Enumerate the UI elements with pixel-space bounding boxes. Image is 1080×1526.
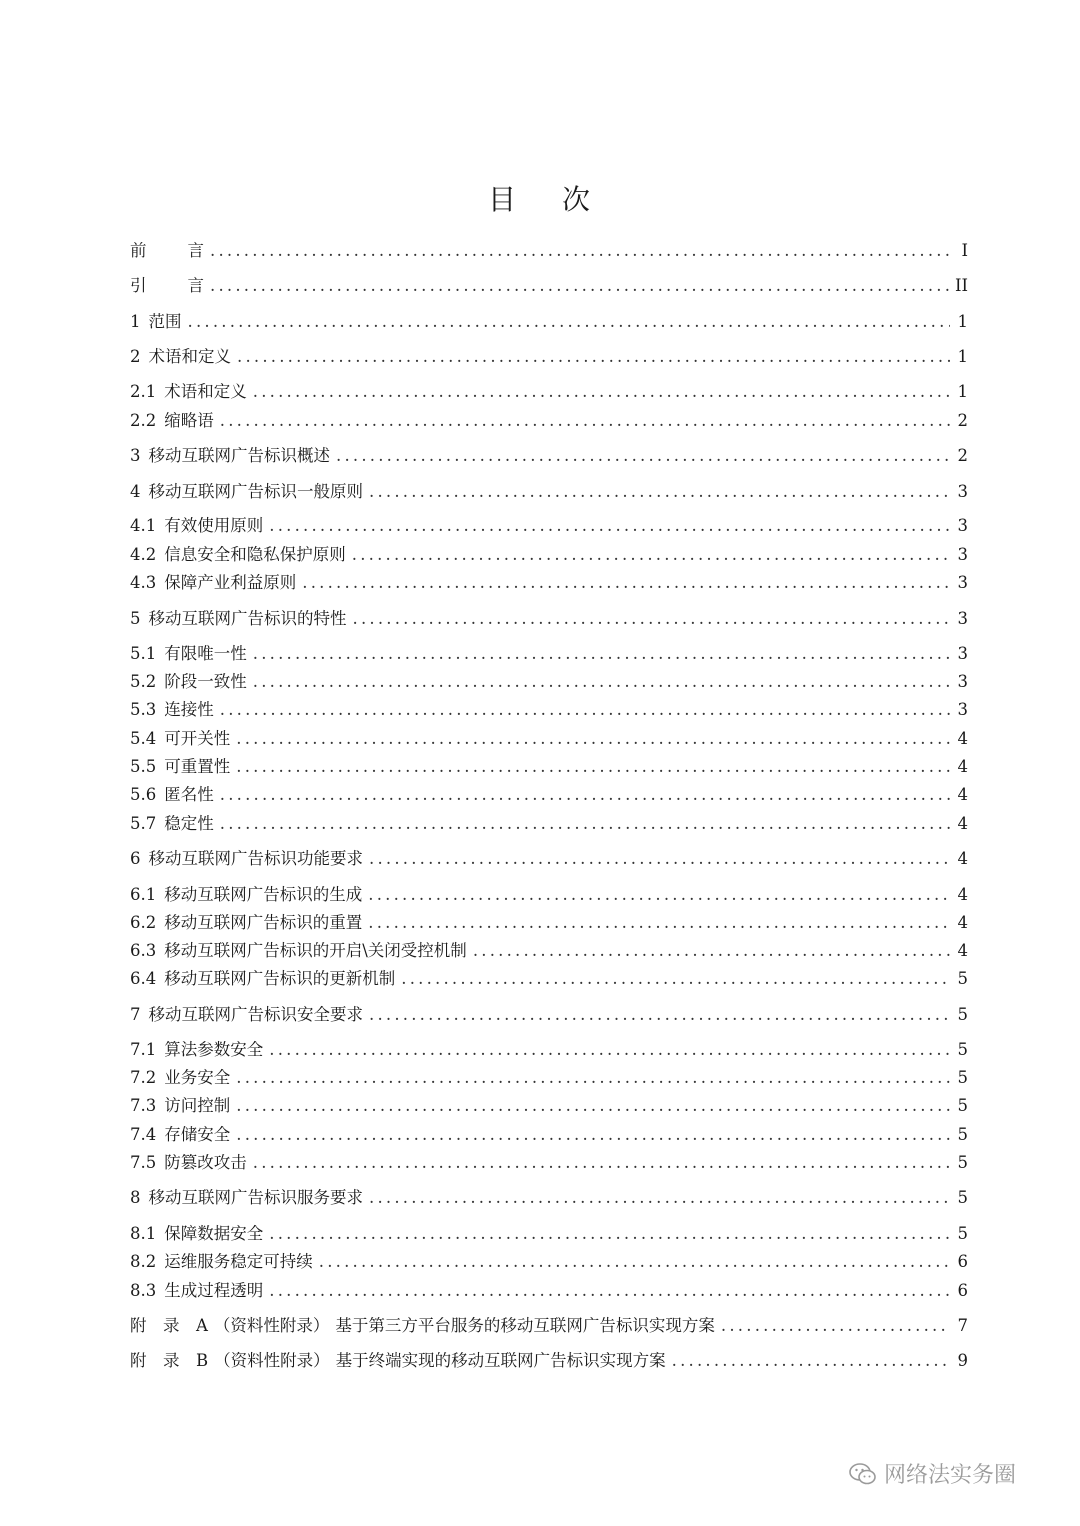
toc-appendix-note: （资料性附录） bbox=[213, 1316, 330, 1335]
toc-entry-text: 移动互联网广告标识一般原则 bbox=[148, 482, 363, 501]
toc-leader-dots bbox=[353, 607, 951, 631]
toc-appendix-prefix: 附 录 A bbox=[130, 1316, 208, 1335]
toc-entry-label bbox=[130, 642, 247, 666]
toc-entry-number: 7.4 bbox=[130, 1125, 157, 1144]
toc-entry-page: 5 bbox=[957, 1040, 968, 1059]
toc-entry-page: 4 bbox=[957, 849, 968, 868]
toc-entry-number: 4.1 bbox=[130, 516, 157, 535]
toc-entry-label bbox=[130, 409, 214, 433]
toc-entry-number: 4.3 bbox=[130, 573, 157, 592]
toc-entry-page: I bbox=[961, 241, 968, 260]
toc-leader-dots bbox=[237, 345, 950, 369]
toc-entry-page: II bbox=[954, 276, 968, 295]
toc-entry-text: 术语和定义 bbox=[164, 382, 247, 401]
toc-leader-dots bbox=[220, 409, 950, 433]
toc-entry-page: 4 bbox=[957, 885, 968, 904]
toc-entry[interactable] bbox=[130, 310, 968, 334]
toc-entry[interactable] bbox=[130, 1151, 968, 1175]
toc-entry-number: 8.3 bbox=[130, 1281, 157, 1300]
toc-entry-label bbox=[130, 514, 263, 538]
toc-entry-label bbox=[130, 847, 363, 871]
toc-entry-number: 2 bbox=[130, 347, 141, 366]
toc-entry-number: 3 bbox=[130, 446, 141, 465]
toc-appendix-note: （资料性附录） bbox=[214, 1351, 330, 1370]
toc-appendix-prefix: 附 录 B bbox=[130, 1351, 209, 1370]
title-part-1: 目 bbox=[487, 183, 518, 216]
toc-leader-dots bbox=[369, 480, 950, 504]
toc-leader-dots bbox=[236, 755, 950, 779]
toc-leader-dots bbox=[253, 642, 950, 666]
toc-entry-label bbox=[130, 274, 204, 298]
toc-entry-label bbox=[130, 239, 204, 263]
toc-entry-text: 移动互联网广告标识功能要求 bbox=[148, 849, 363, 868]
toc-entry-number: 5.1 bbox=[130, 644, 157, 663]
toc-leader-dots bbox=[369, 1003, 950, 1027]
toc-entry-number: 7.1 bbox=[130, 1040, 157, 1059]
toc-leader-dots bbox=[352, 543, 950, 567]
toc-entry-number: 4.2 bbox=[130, 545, 157, 564]
toc-entry-page: 6 bbox=[957, 1252, 968, 1271]
toc-appendix-page: 7 bbox=[957, 1316, 968, 1335]
toc-entry[interactable] bbox=[130, 1003, 968, 1027]
toc-entry-label bbox=[130, 543, 346, 567]
toc-entry-text: 有限唯一性 bbox=[164, 644, 247, 663]
toc-entry[interactable] bbox=[130, 444, 968, 468]
toc-entry-text: 可重置性 bbox=[164, 757, 231, 776]
toc-entry[interactable] bbox=[130, 939, 968, 963]
toc-entry[interactable] bbox=[130, 727, 968, 751]
toc-appendix-text: 基于终端实现的移动互联网广告标识实现方案 bbox=[335, 1351, 666, 1370]
toc-leader-dots bbox=[253, 670, 950, 694]
toc-entry-text: 范围 bbox=[148, 312, 182, 331]
toc-entry-number: 6.1 bbox=[130, 885, 157, 904]
toc-leader-dots bbox=[473, 939, 950, 963]
toc-leader-dots bbox=[236, 1123, 950, 1147]
toc-entry-page: 4 bbox=[957, 814, 968, 833]
toc-entry-number: 7.3 bbox=[130, 1096, 157, 1115]
toc-appendix-page: 9 bbox=[957, 1351, 968, 1370]
toc-leader-dots bbox=[210, 239, 950, 263]
toc-entry-label bbox=[130, 1066, 230, 1090]
toc-entry-text: 保障数据安全 bbox=[164, 1224, 264, 1243]
toc-entry-text: 缩略语 bbox=[164, 411, 214, 430]
toc-entry-page: 5 bbox=[957, 1068, 968, 1087]
toc-leader-dots bbox=[210, 274, 949, 298]
toc-entry[interactable] bbox=[130, 1279, 968, 1303]
toc-entry-number: 6.2 bbox=[130, 913, 157, 932]
toc-entry[interactable] bbox=[130, 409, 968, 433]
toc-entry[interactable] bbox=[130, 1094, 968, 1118]
toc-entry-number: 5.4 bbox=[130, 729, 157, 748]
toc-leader-dots bbox=[269, 1038, 950, 1062]
toc-entry[interactable] bbox=[130, 911, 968, 935]
toc-entry-page: 1 bbox=[957, 312, 968, 331]
toc-entry-label bbox=[130, 345, 231, 369]
toc-entry-page: 3 bbox=[957, 482, 968, 501]
toc-entry-number: 5 bbox=[130, 609, 141, 628]
toc-entry-number: 2.2 bbox=[130, 411, 157, 430]
toc-entry-text: 可开关性 bbox=[164, 729, 231, 748]
toc-entry-page: 5 bbox=[957, 1224, 968, 1243]
toc-entry-page: 6 bbox=[957, 1281, 968, 1300]
toc-entry-number: 5.3 bbox=[130, 700, 157, 719]
toc-entry-text: 信息安全和隐私保护原则 bbox=[164, 545, 346, 564]
toc-entry-text: 阶段一致性 bbox=[164, 672, 247, 691]
toc-entry-label bbox=[130, 480, 363, 504]
toc-entry-page: 4 bbox=[957, 729, 968, 748]
toc-appendix-text: 基于第三方平台服务的移动互联网广告标识实现方案 bbox=[335, 1316, 715, 1335]
toc-entry-page: 4 bbox=[957, 757, 968, 776]
toc-entry-page: 5 bbox=[957, 1153, 968, 1172]
toc-entry-page: 3 bbox=[957, 700, 968, 719]
toc-entry-number: 5.6 bbox=[130, 785, 157, 804]
toc-entry-number: 8.2 bbox=[130, 1252, 157, 1271]
toc-appendix-entry[interactable] bbox=[130, 1349, 968, 1373]
toc-entry-number: 7.5 bbox=[130, 1153, 157, 1172]
toc-entry-label bbox=[130, 939, 467, 963]
toc-entry-page: 5 bbox=[957, 1005, 968, 1024]
toc-entry-text: 言 bbox=[187, 241, 204, 260]
toc-entry-text: 访问控制 bbox=[164, 1096, 231, 1115]
toc-entry[interactable] bbox=[130, 239, 968, 263]
toc-entry-number: 5.5 bbox=[130, 757, 157, 776]
toc-entry-number: 6.4 bbox=[130, 969, 157, 988]
toc-leader-dots bbox=[369, 1186, 950, 1210]
toc-entry[interactable] bbox=[130, 571, 968, 595]
toc-entry-label bbox=[130, 1222, 263, 1246]
toc-entry-page: 1 bbox=[957, 347, 968, 366]
toc-entry-text: 术语和定义 bbox=[148, 347, 231, 366]
toc-entry-page: 3 bbox=[957, 609, 968, 628]
toc-leader-dots bbox=[269, 514, 950, 538]
toc-entry-text: 存储安全 bbox=[164, 1125, 231, 1144]
toc-entry-text: 生成过程透明 bbox=[164, 1281, 264, 1300]
toc-entry[interactable] bbox=[130, 1222, 968, 1246]
toc-entry[interactable] bbox=[130, 967, 968, 991]
toc-entry[interactable] bbox=[130, 514, 968, 538]
toc-entry-label bbox=[130, 1279, 263, 1303]
toc-leader-dots bbox=[220, 812, 950, 836]
wechat-icon bbox=[848, 1461, 878, 1487]
toc-entry-text: 移动互联网广告标识的生成 bbox=[164, 885, 363, 904]
toc-entry[interactable] bbox=[130, 274, 968, 298]
toc-entry-text: 移动互联网广告标识的特性 bbox=[148, 609, 347, 628]
toc-entry-text: 移动互联网广告标识的开启\关闭受控机制 bbox=[164, 941, 467, 960]
toc-leader-dots bbox=[253, 380, 950, 404]
watermark bbox=[848, 1458, 1016, 1489]
toc-appendix-entry[interactable] bbox=[130, 1314, 968, 1338]
toc-entry-page: 3 bbox=[957, 516, 968, 535]
toc-entry-text: 算法参数安全 bbox=[164, 1040, 264, 1059]
toc-entry-number: 8 bbox=[130, 1188, 141, 1207]
toc-leader-dots bbox=[220, 698, 950, 722]
toc-entry-page: 4 bbox=[957, 941, 968, 960]
toc-entry[interactable] bbox=[130, 698, 968, 722]
toc-entry-label bbox=[130, 571, 296, 595]
toc-entry[interactable] bbox=[130, 847, 968, 871]
toc-leader-dots bbox=[319, 1250, 950, 1274]
toc-entry-number: 7.2 bbox=[130, 1068, 157, 1087]
toc-entry[interactable] bbox=[130, 783, 968, 807]
toc-entry-label bbox=[130, 1186, 363, 1210]
toc-entry-text: 连接性 bbox=[164, 700, 214, 719]
toc-entry-label bbox=[130, 783, 214, 807]
toc-leader-dots bbox=[721, 1314, 950, 1338]
toc-entry[interactable] bbox=[130, 642, 968, 666]
toc-entry-label bbox=[130, 670, 247, 694]
toc-leader-dots bbox=[188, 310, 951, 334]
toc-entry[interactable] bbox=[130, 607, 968, 631]
toc-entry-page: 5 bbox=[957, 969, 968, 988]
toc-entry[interactable] bbox=[130, 883, 968, 907]
toc-entry-number: 2.1 bbox=[130, 382, 157, 401]
toc-entry-text: 保障产业利益原则 bbox=[164, 573, 297, 592]
watermark-text: 网络法实务圈 bbox=[884, 1463, 1017, 1488]
toc-entry-text: 移动互联网广告标识服务要求 bbox=[148, 1188, 363, 1207]
toc-entry-label bbox=[130, 698, 214, 722]
toc-leader-dots bbox=[672, 1349, 950, 1373]
toc-entry[interactable] bbox=[130, 380, 968, 404]
toc-appendix-label bbox=[130, 1349, 666, 1373]
toc-entry-number: 前 bbox=[130, 241, 147, 260]
toc-leader-dots bbox=[269, 1222, 950, 1246]
toc-leader-dots bbox=[369, 847, 950, 871]
toc-entry-page: 5 bbox=[957, 1125, 968, 1144]
toc-entry-label bbox=[130, 380, 247, 404]
toc-leader-dots bbox=[236, 1066, 950, 1090]
toc-entry[interactable] bbox=[130, 670, 968, 694]
toc-entry-number: 1 bbox=[130, 312, 141, 331]
toc-entry[interactable] bbox=[130, 345, 968, 369]
toc-entry[interactable] bbox=[130, 543, 968, 567]
toc-entry-number: 7 bbox=[130, 1005, 141, 1024]
toc-entry-page: 1 bbox=[957, 382, 968, 401]
toc-leader-dots bbox=[401, 967, 950, 991]
toc-entry-text: 防篡改攻击 bbox=[164, 1153, 247, 1172]
toc-leader-dots bbox=[368, 883, 950, 907]
toc-leader-dots bbox=[236, 727, 950, 751]
toc-leader-dots bbox=[302, 571, 950, 595]
toc-entry-page: 4 bbox=[957, 913, 968, 932]
toc-entry-label bbox=[130, 911, 362, 935]
toc-entry[interactable] bbox=[130, 812, 968, 836]
toc-entry-label bbox=[130, 607, 347, 631]
toc-entry-number: 8.1 bbox=[130, 1224, 157, 1243]
toc-leader-dots bbox=[253, 1151, 950, 1175]
toc-entry[interactable] bbox=[130, 1250, 968, 1274]
toc-entry-text: 运维服务稳定可持续 bbox=[164, 1252, 313, 1271]
toc-entry-number: 6.3 bbox=[130, 941, 157, 960]
toc-entry-page: 2 bbox=[957, 411, 968, 430]
toc-entry-text: 稳定性 bbox=[164, 814, 214, 833]
toc-entry-page: 3 bbox=[957, 545, 968, 564]
toc-entry-number: 引 bbox=[130, 276, 147, 295]
toc-entry-number: 5.2 bbox=[130, 672, 157, 691]
toc-entry-page: 3 bbox=[957, 644, 968, 663]
toc-appendix-label bbox=[130, 1314, 715, 1338]
toc-entry-number: 5.7 bbox=[130, 814, 157, 833]
toc-entry-text: 有效使用原则 bbox=[164, 516, 264, 535]
toc-entry-label bbox=[130, 967, 395, 991]
toc-entry-label bbox=[130, 727, 230, 751]
toc-entry-number: 6 bbox=[130, 849, 141, 868]
toc-entry-text: 移动互联网广告标识的重置 bbox=[164, 913, 363, 932]
toc-entry-label bbox=[130, 883, 362, 907]
toc-entry-label bbox=[130, 1123, 230, 1147]
toc-entry-page: 3 bbox=[957, 672, 968, 691]
toc-entry-label bbox=[130, 1038, 263, 1062]
toc-leader-dots bbox=[220, 783, 950, 807]
toc-entry-page: 5 bbox=[957, 1096, 968, 1115]
toc-entry-text: 业务安全 bbox=[164, 1068, 231, 1087]
toc-entry-page: 4 bbox=[957, 785, 968, 804]
toc-leader-dots bbox=[236, 1094, 950, 1118]
toc-leader-dots bbox=[336, 444, 950, 468]
toc-entry-text: 匿名性 bbox=[164, 785, 214, 804]
title-part-2: 次 bbox=[562, 183, 593, 216]
toc-entry-number: 4 bbox=[130, 482, 141, 501]
toc-entry-label bbox=[130, 310, 182, 334]
toc-entry[interactable] bbox=[130, 1038, 968, 1062]
toc-leader-dots bbox=[269, 1279, 950, 1303]
toc-entry-label bbox=[130, 755, 230, 779]
toc-entry[interactable] bbox=[130, 480, 968, 504]
toc-entry-text: 移动互联网广告标识安全要求 bbox=[148, 1005, 363, 1024]
toc-entry-label bbox=[130, 1151, 247, 1175]
toc-entry[interactable] bbox=[130, 1123, 968, 1147]
toc-entry-label bbox=[130, 1250, 313, 1274]
toc-entry-page: 2 bbox=[957, 446, 968, 465]
toc-entry-page: 3 bbox=[957, 573, 968, 592]
toc-entry-page: 5 bbox=[957, 1188, 968, 1207]
toc-entry-label bbox=[130, 812, 214, 836]
toc-entry-label bbox=[130, 1003, 363, 1027]
toc-entry-text: 移动互联网广告标识概述 bbox=[148, 446, 330, 465]
toc-entry[interactable] bbox=[130, 755, 968, 779]
toc-entry-label bbox=[130, 444, 330, 468]
toc-entry[interactable] bbox=[130, 1186, 968, 1210]
toc-leader-dots bbox=[368, 911, 950, 935]
toc-entry-label bbox=[130, 1094, 230, 1118]
toc-entry-text: 移动互联网广告标识的更新机制 bbox=[164, 969, 396, 988]
toc-entry[interactable] bbox=[130, 1066, 968, 1090]
toc-entry-text: 言 bbox=[187, 276, 204, 295]
